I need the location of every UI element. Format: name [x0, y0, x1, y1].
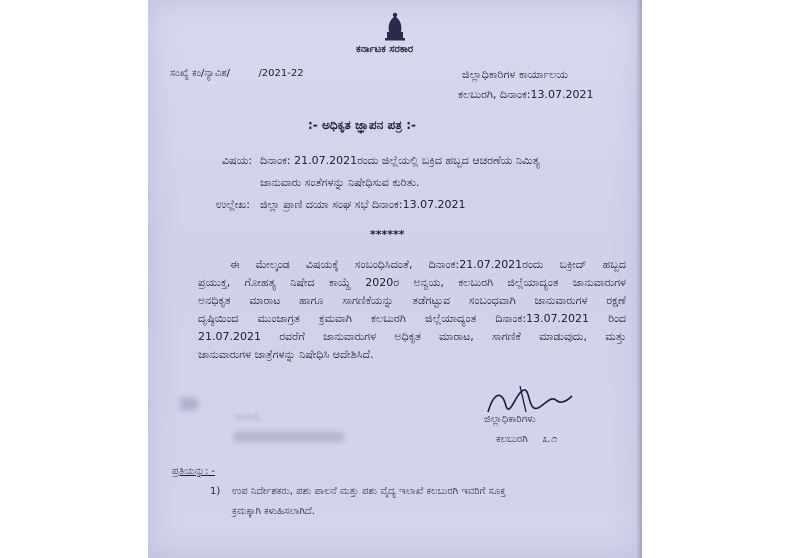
reference-number-prefix: ಸಂಖ್ಯೆ ಕಂ/ನ್ಯಾವಿಶ/	[170, 68, 231, 79]
government-name: ಕರ್ನಾಟಕ ಸರಕಾರ	[356, 44, 414, 55]
subject-line-2: ಜಾನುವಾರು ಸಂತೆಗಳನ್ನು ನಿಷೇಧಿಸುವ ಕುರಿತು.	[260, 176, 420, 189]
separator: ******	[370, 228, 405, 241]
memo-title: :- ಅಧಿಕೃತ ಜ್ಞಾಪನ ಪತ್ರ :-	[308, 118, 416, 132]
reference-label: ಉಲ್ಲೇಖ:	[216, 198, 250, 211]
copy-item-line-2: ಕ್ರಮಕ್ಕಾಗಿ ಕಳುಹಿಸಲಾಗಿದೆ.	[232, 506, 315, 517]
reference-number-year: /2021-22	[258, 68, 304, 79]
office-name: ಜಿಲ್ಲಾಧಿಕಾರಿಗಳ ಕಾರ್ಯಾಲಯ	[462, 68, 568, 81]
body-line: ಈ ಮೇಲ್ಕಂಡ ವಿಷಯಕ್ಕೆ ಸಂಬಂಧಿಸಿದಂತೆ, ದಿನಾಂಕ:21.07.2021ರಂದು ಬಕ್ರೀದ್ ಹಬ್ಬದ	[230, 258, 626, 271]
copy-to-label: ಪ್ರತಿಯನ್ನು: -	[172, 466, 216, 477]
signatory-designation: ಜಿಲ್ಲಾಧಿಕಾರಿಗಳು	[484, 414, 536, 425]
subject-label: ವಿಷಯ:	[222, 154, 253, 167]
govt-emblem-icon	[381, 12, 409, 42]
body-line: ಅನಧಿಕೃತ ಮಾರಾಟ ಹಾಗೂ ಸಾಗಣಿಕೆಯನ್ನು ತಡೆಗಟ್ಟುವ ಸಂಬಂಧವಾಗಿ ಜಾನುವಾರುಗಳ ರಕ್ಷಣೆ	[198, 294, 626, 307]
subject-line-1: ದಿನಾಂಕ: 21.07.2021ರಂದು ಜಿಲ್ಲೆಯಲ್ಲಿ ಬಕ್ರಿದ ಹಬ್ಬದ ಆಚರಣೆಯ ನಿಮಿತ್ಯ	[260, 154, 540, 167]
place-date: ಕಲಬುರಗಿ, ದಿನಾಂಕ:13.07.2021	[458, 88, 594, 101]
signatory-place: ಕಲಬುರಗಿ	[496, 434, 528, 445]
addressee-label: ಇವರಿಗೆ,	[234, 412, 262, 423]
copy-item-line-1: ಉಪ ನಿರ್ದೇಶಕರು, ಪಶು ಪಾಲನೆ ಮತ್ತು ಪಶು ವೈದ್ಯ ಇಲಾಖೆ ಕಲಬುರಗಿ ಇವರಿಗೆ ಸೂಕ್ತ	[232, 486, 506, 497]
signatory-initials: ೩.೧	[542, 434, 557, 445]
copy-item-number: 1)	[210, 486, 221, 497]
body-line: ದೃಷ್ಠಿಯಿಂದ ಮುಂಜಾಗ್ರತ ಕ್ರಮವಾಗಿ ಕಲಬುರಗಿ ಜಿಲ್ಲೆಯಾದ್ಯಂತ ದಿನಾಂಕ:13.07.2021 ರಿಂದ	[198, 312, 626, 325]
scanned-document	[148, 0, 642, 558]
body-line: ಪ್ರಯುಕ್ತ, ಗೋಹತ್ಯ ನಿಷೇದ ಕಾಯ್ದೆ 2020ರ ಅನ್ವಯ, ಕಲಬುರಗಿ ಜಿಲ್ಲೆಯಾದ್ಯಂತ ಜಾನುವಾರುಗಳ	[198, 276, 626, 289]
reference-number	[170, 68, 304, 79]
body-paragraph	[198, 256, 626, 364]
body-line: 21.07.2021 ರವರೆಗೆ ಜಾನುವಾರುಗಳ ಅಧಿಕೃತ ಮಾರಾಟ, ಸಾಗಣಿಕೆ ಮಾಡುವುದು, ಮತ್ತು	[198, 330, 626, 343]
body-line: ಜಾನುವಾರುಗಳ ಜಾತ್ರೆಗಳನ್ನು ನಿಷೇಧಿಸಿ ಆದೇಶಿಸಿದೆ.	[198, 348, 374, 361]
faded-addressee	[234, 432, 344, 442]
reference-text: ಜಿಲ್ಲಾ ಪ್ರಾಣಿ ದಯಾ ಸಂಘ ಸಭೆ ದಿನಾಂಕ:13.07.2021	[260, 198, 466, 211]
faded-mark	[180, 398, 198, 410]
